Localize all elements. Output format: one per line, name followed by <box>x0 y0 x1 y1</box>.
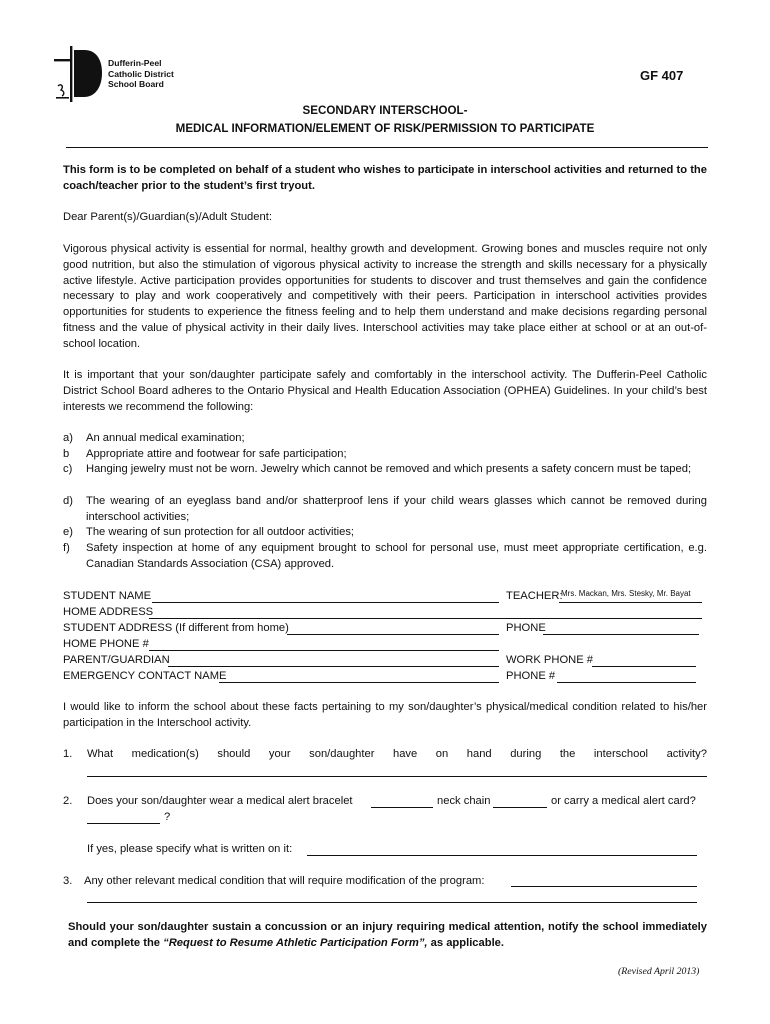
q1-word: activity? <box>666 748 707 760</box>
cross-logo-icon <box>52 46 104 102</box>
notice-form-name: “Request to Resume Athletic Participation Form”, <box>163 936 428 949</box>
emergency-contact-label: EMERGENCY CONTACT NAME <box>63 670 227 682</box>
list-text: Appropriate attire and footwear for safe participation; <box>86 448 347 460</box>
student-address-field[interactable] <box>287 634 499 635</box>
list-item <box>63 431 707 447</box>
question-3-field-line2[interactable] <box>87 902 697 903</box>
question-1-answer-field[interactable] <box>87 776 707 777</box>
board-name-line1: Dufferin-Peel <box>108 58 162 68</box>
list-marker: e) <box>63 526 73 538</box>
list-item <box>63 525 707 541</box>
list-item <box>63 494 707 526</box>
notice-part2: as applicable. <box>427 936 505 949</box>
q1-word: during <box>510 748 542 760</box>
question-2-part1: Does your son/daughter wear a medical alert bracelet <box>87 795 353 807</box>
alert-card-field[interactable] <box>87 823 160 824</box>
home-address-field[interactable] <box>149 618 702 619</box>
notice-part1: Should your son/daughter sustain a concussion or an injury requiring medical attention, notify the school immediately and complete the <box>68 921 707 949</box>
q1-word: on <box>435 748 449 760</box>
emergency-contact-field[interactable] <box>219 682 499 683</box>
parent-guardian-label: PARENT/GUARDIAN <box>63 654 170 666</box>
list-marker: d) <box>63 495 73 507</box>
student-name-label: STUDENT NAME <box>63 590 152 602</box>
teacher-field-line <box>559 602 702 603</box>
question-1-number: 1. <box>63 748 73 760</box>
board-name-line2: Catholic District <box>108 68 174 79</box>
list-marker: a) <box>63 432 73 444</box>
specify-field[interactable] <box>307 855 697 856</box>
q1-word: What <box>87 748 114 760</box>
question-2-part2: neck chain <box>437 795 491 807</box>
intro-paragraph-2: It is important that your son/daughter participate safely and comfortably in the interschool activity. The Dufferin-Peel Catholic District School Board adheres to the Ontario Physical and Health Education Association (OPHEA) Guidelines. In your child’s best interests we recommend the following: <box>63 369 707 413</box>
q1-word: your <box>268 748 291 760</box>
intro-paragraph-1: Vigorous physical activity is essential for normal, healthy growth and development. Growing bones and muscles require not only good nutrition, but also the stimulation of vigorous physical activity to increase the strength and skills necessary for a physically active lifestyle. Active participation provides opportunities for students to discover and trust themselves and gain the confidence necessary to play and work cooperatively and competitively with their peers. Participation in interschool activities provides opportunities for students to experience the fitness feeling and to help them understand and make decisions regarding personal fitness and the value of physical activity in their daily lives. Interschool activities may take place either at school or at an out-of-school location. <box>63 243 707 350</box>
teacher-label: TEACHER: <box>506 590 563 602</box>
question-2-specify-label: If yes, please specify what is written on it: <box>87 843 293 855</box>
question-3-text: Any other relevant medical condition that will require modification of the program: <box>84 875 485 887</box>
phone-2-field[interactable] <box>557 682 696 683</box>
phone-label: PHONE <box>506 622 546 634</box>
list-text: An annual medical examination; <box>86 432 245 444</box>
work-phone-label: WORK PHONE # <box>506 654 594 666</box>
home-address-label: HOME ADDRESS <box>63 606 154 618</box>
form-title-line1: SECONDARY INTERSCHOOL- <box>302 104 468 117</box>
list-item <box>63 541 707 573</box>
question-2-part3: or carry a medical alert card? <box>551 795 696 807</box>
parent-guardian-field[interactable] <box>168 666 499 667</box>
q1-word: hand <box>466 748 492 760</box>
question-3-field[interactable] <box>511 886 697 887</box>
q1-word: medication(s) <box>131 748 199 760</box>
work-phone-field[interactable] <box>592 666 696 667</box>
revision-date: (Revised April 2013) <box>618 966 700 977</box>
board-name <box>108 58 174 90</box>
board-logo <box>52 46 104 102</box>
list-marker: f) <box>63 542 70 554</box>
list-item <box>63 462 707 494</box>
question-2-end: ? <box>164 811 171 823</box>
student-address-label: STUDENT ADDRESS (If different from home) <box>63 622 289 634</box>
medical-intro: I would like to inform the school about these facts pertaining to my son/daughter’s physical/medical condition related to his/her participation in the Interschool activity. <box>63 701 707 729</box>
home-phone-label: HOME PHONE # <box>63 638 149 650</box>
q1-word: should <box>217 748 251 760</box>
question-1-text <box>87 747 707 763</box>
salutation: Dear Parent(s)/Guardian(s)/Adult Student: <box>63 211 272 223</box>
q1-word: interschool <box>593 748 649 760</box>
list-text: Safety inspection at home of any equipment brought to school for personal use, must meet appropriate certification, e.g. Canadian Standards Association (CSA) approved. <box>86 542 707 570</box>
teacher-field[interactable]: Mrs. Mackan, Mrs. Stesky, Mr. Bayat <box>561 589 691 598</box>
concussion-notice <box>68 920 707 952</box>
list-marker: c) <box>63 463 73 475</box>
phone-2-label: PHONE # <box>506 670 556 682</box>
student-name-field[interactable] <box>152 602 499 603</box>
list-text: Hanging jewelry must not be worn. Jewelry which cannot be removed and which presents a safety concern must be taped; <box>86 463 692 475</box>
form-number: GF 407 <box>640 68 684 83</box>
home-phone-field[interactable] <box>149 650 499 651</box>
title-divider <box>66 147 708 148</box>
question-3-number: 3. <box>63 875 73 887</box>
q1-word: son/daughter <box>309 748 375 760</box>
q1-word: the <box>559 748 576 760</box>
list-marker: b <box>63 448 70 460</box>
neck-chain-field[interactable] <box>493 807 547 808</box>
question-2-number: 2. <box>63 795 73 807</box>
phone-field[interactable] <box>543 634 699 635</box>
board-name-line3: School Board <box>108 79 164 89</box>
list-item <box>63 447 707 463</box>
list-text: The wearing of sun protection for all outdoor activities; <box>86 526 355 538</box>
bracelet-field[interactable] <box>371 807 433 808</box>
instructions: This form is to be completed on behalf of a student who wishes to participate in interschool activities and returned to the coach/teacher prior to the student’s first tryout. <box>63 164 707 192</box>
q1-word: have <box>392 748 418 760</box>
list-text: The wearing of an eyeglass band and/or shatterproof lens if your child wears glasses which cannot be removed during interschool activities; <box>86 495 707 523</box>
form-title-line2: MEDICAL INFORMATION/ELEMENT OF RISK/PERMISSION TO PARTICIPATE <box>175 122 595 135</box>
